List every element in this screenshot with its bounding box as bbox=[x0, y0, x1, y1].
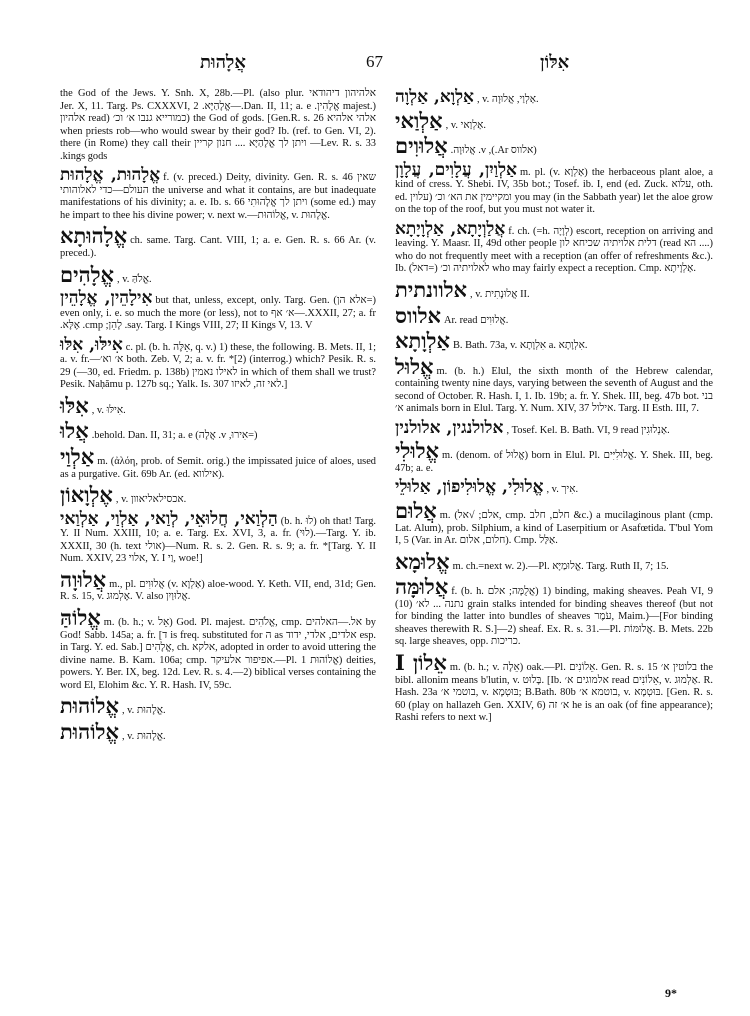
entry-definition: m. (אלם; √אל, cmp. חלם, חלב &c.) a mucilaginous plant (cmp. Lat. Alum), prob. Silphium, a kind of Laserpitium or Asafœtida. T'bul Yom I, 5 (Var. in Ar. חלום, אלום). Cmp. אַלַּל. bbox=[395, 510, 714, 547]
entry-headword: אַלְוַי bbox=[60, 444, 95, 470]
entry-headword: אֶלְוָאוֹן bbox=[60, 482, 113, 508]
entry-headword: אֲלוּם bbox=[395, 498, 437, 524]
dictionary-entry bbox=[395, 220, 713, 276]
entry-definition: m. (b. h.) Elul, the sixth month of the Hebrew calendar, containing twenty nine days, varying between the seventh of August and the second of October. R. Hash. I, 1. Ib. 19b; a. fr. Y. Shek. III, beg. 47b bot. בני א׳ animals born in Elul. Targ. Y. Num. XIV, 37 אילול. Targ. II Esth. III, 7. bbox=[395, 365, 713, 415]
dictionary-entry bbox=[60, 289, 376, 333]
dictionary-entry bbox=[60, 695, 376, 718]
entry-definition: m. (denom. of אֱלוּל) born in Elul. Pl. אֱלוּלִיִּים. Y. Shek. III, beg. 47b; a. e. bbox=[395, 450, 713, 474]
entry-headword: אַלְוַאי bbox=[395, 107, 443, 133]
dictionary-entry bbox=[395, 548, 713, 574]
right-column bbox=[395, 88, 713, 728]
entry-definition: , v. אִירְ. bbox=[546, 484, 579, 496]
dictionary-entry bbox=[60, 446, 376, 481]
dictionary-entry bbox=[395, 478, 713, 497]
dictionary-entry bbox=[395, 649, 713, 725]
entry-headword: אִילָהֵין, אֱלָהֵין bbox=[60, 288, 153, 309]
entry-definition: B. Bath. 73a, v. אִלְוָתָא a. אִלְוָתָא. bbox=[452, 340, 588, 352]
entry-headword: אֱלָהוּת, אֱלָהוּת bbox=[60, 165, 161, 186]
entry-definition: , v. אֲלוּנָתִית II. bbox=[470, 289, 530, 301]
entry-definition: (אלווס Ar.), v. אֲלוּוָה. bbox=[450, 145, 537, 157]
entry-definition: f. (v. preced.) Deity, divinity. Gen. R. s. 46 שאין העולם—כדי לאלוהותי the universe and what it contains, are but inadequate manifestations of his divinity; a. e. Ib. s. 66 ויתן לך אֱלָהוּתִי (some ed.) may he impart to thee his divine power; v. next w.—אֱלוֹהוּת, v. אֱלָהוּת. bbox=[60, 172, 377, 221]
entry-headword: אֱלוֹהוּת bbox=[60, 693, 119, 719]
entry-definition: m. (b. h.; v. אֵל) God. Pl. majest. אֱלֹהִים, cmp. אל.—האלהים by God! Sabb. 145a; a. fr. [ד is freq. substituted for ה as אלדים, אלדי, ידוד esp. in Targ. Y. ed. Sab.] אֱלָהִים, ch. אלקא, adopted in order to avoid uttering the divine name. B. Kam. 106a; cmp. אפיפור אלעיקר.—Pl. אֱלוֹהוּת 1) deities, powers. Y. Ber. IX, beg. 12d. Lev. R. s. 4.—2) biblical verses containing the word El, Elohim &c. Y. R. Hash. IV, 59c. bbox=[60, 616, 377, 691]
entry-headword: אֵלוֹן I bbox=[395, 649, 447, 675]
entry-headword: אִלּוּ bbox=[60, 392, 89, 418]
entry-headword: אֱלָהִים bbox=[60, 261, 114, 287]
dictionary-entry bbox=[395, 330, 713, 353]
entry-headword: אֱלוּלִי, אֱלוּלִיפוֹן, אַלוּלֵי bbox=[395, 477, 544, 498]
entry-headword: אֲלוּוִים bbox=[395, 133, 448, 159]
dictionary-entry bbox=[60, 420, 376, 443]
dictionary-entry bbox=[60, 510, 376, 566]
entry-headword: אֱלוּל bbox=[395, 353, 434, 379]
entry-definition: (b. h. לוּ) oh that! Targ. Y. II Num. XXIII, 10; a. e. Targ. Ex. XVI, 3, a. fr. (לוּי).—Targ. Y. ib. XXXII, 30 (h. text אולי)—Num. R. s. 2. Gen. R. s. 9; a. fr. *[Targ. Y. II Num. XXIV, 23 אלוי, Y. I וַי, woe!] bbox=[60, 515, 377, 565]
entry-definition: , v. אַלְוַאי. bbox=[445, 119, 486, 131]
entry-headword: אֲלוּ bbox=[60, 418, 89, 444]
dictionary-entry bbox=[60, 484, 376, 507]
entry-headword: אִילּוּ, אִלּוּ bbox=[60, 334, 123, 355]
entry-headword: אַלְוַיִן, עֲלָוִים, עֲלָוָן bbox=[395, 159, 517, 180]
entry-definition: m., pl. אֲלוּוִים (v. אַלְוָא) aloe-wood. Y. Keth. VII, end, 31d; Gen. R. s. 15, v. אֶלְמוּג. V. also אֲלוּוַיִן. bbox=[60, 578, 376, 603]
header-catchword-right: אִלּוֹן bbox=[540, 52, 570, 72]
entry-definition: m. (ἀλόη, prob. of Semit. orig.) the impissated juice of aloes, used as a purgative. Git. 69b Ar. (ed. אילווא). bbox=[60, 456, 376, 480]
entry-definition: , v. אֱלָהוּת. bbox=[121, 705, 166, 717]
dictionary-entry bbox=[60, 88, 376, 163]
entry-definition: אלהיהון דיהודאי the God of the Jews. Y. Snh. X, 28b.—Pl. (also plur. majest.) אֱלָהִין. Dan. II, 11; a. e.—אֱלָהַיָּא. Jer. X, 11. Targ. Ps. CXXXVI, 2 אלהי אלהיא the God of gods. [Gen.R. s. 26 (כמורייא גנבו א׳ וכ׳ (read אלהיון when priests rob—who would swear by their god? Ib. (ref. to Gen. VI, 2).—Lev. R. s. 33 ויתן לך אֱלָהַיָּא .... חנון קריין there (in Rome) they call their kings gods. bbox=[60, 88, 376, 162]
entry-definition: , v. אכסילאליאוון. bbox=[115, 494, 187, 506]
dictionary-entry bbox=[60, 718, 376, 744]
entry-headword: אֲלוּמָּה bbox=[395, 574, 449, 600]
dictionary-entry bbox=[395, 161, 713, 217]
entry-definition: , Tosef. Kel. B. Bath. VI, 9 read אַנְלוּגִין. bbox=[506, 424, 670, 436]
entry-definition: c. pl. (b. h. אֵלֶּה, q. v.) 1) these, the following. B. Mets. II, 1; a. v. fr.—א׳ וא׳ both. Zeb. V, 2; a. v. fr. *[2) (interrog.) which? Pesik. R. s. 29 (—30, ed. Friedm. p. 138b) לאילו נאמין in which of them shall we trust? Pesik. Naḥămu p. 127b sq.; Yalk. Is. 307 לאי זה, לאיזו.] bbox=[60, 341, 377, 391]
dictionary-entry bbox=[395, 440, 713, 475]
entry-headword: אֱלָהוּתָא bbox=[60, 223, 128, 249]
entry-headword: אלולנגין, אלולנין bbox=[395, 417, 504, 438]
dictionary-entry bbox=[395, 419, 713, 438]
page-number: 67 bbox=[366, 52, 383, 71]
dictionary-entry bbox=[395, 88, 713, 107]
dictionary-entry bbox=[395, 576, 713, 649]
entry-headword: אַלְוָא, אַלְוָה bbox=[395, 87, 474, 107]
entry-headword: אֱלוֹהוּת bbox=[60, 718, 119, 744]
entry-definition: f. ch. (=h. לְוָיָה) escort, reception on arriving and leaving. Y. Maasr. II, 49d other people דלית אלויתיה שכיחא לון (read הא ....) who do not frequently meet with a reception (an offer of refreshments &c.). Ib. (דאל=) לאלויתיה וכ׳ who may fairly expect a reception. Cmp. אַלְוָיתָא. bbox=[395, 225, 713, 275]
dictionary-entry bbox=[60, 261, 376, 287]
entry-definition: , v. אֱלֹהַּ. bbox=[117, 273, 152, 285]
dictionary-entry bbox=[395, 279, 713, 302]
entry-headword: אֱלוּמָא bbox=[395, 548, 450, 574]
dictionary-entry bbox=[60, 336, 376, 392]
dictionary-entry bbox=[395, 353, 713, 416]
entry-definition: (=אִירוּ, v. אֲלָה) behold. Dan. II, 31; a. e. bbox=[91, 430, 258, 442]
dictionary-entry bbox=[395, 135, 713, 158]
entry-definition: m. ch.=next w. 2).—Pl. אֱלוּמַיָּא. Targ. Ruth II, 7; 15. bbox=[452, 560, 669, 572]
page-header bbox=[0, 52, 750, 76]
entry-headword: הַלְוַאי, חֲלוּאֵי, לְוַאי, אַלְוַי, אַלְוַאי bbox=[60, 508, 278, 529]
entry-definition: Ar. read אֲלוּוִים. bbox=[444, 314, 509, 326]
dictionary-entry bbox=[60, 604, 377, 692]
entry-headword: אֲלַוְיָתָא, אַלְוָיָתָא bbox=[395, 218, 506, 239]
dictionary-entry bbox=[395, 302, 713, 328]
dictionary-entry bbox=[395, 107, 713, 133]
entry-headword: אֲלוּוָה bbox=[60, 566, 107, 592]
entry-definition: ch. same. Targ. Cant. VIII, 1; a. e. Gen. R. s. 66 Ar. (v. preced.). bbox=[60, 235, 376, 260]
entry-headword: אלווס bbox=[395, 302, 441, 328]
entry-definition: m. (b. h.; v. אֵלָה) oak.—Pl. אֵלוֹנִים. Gen. R. s. 15 בלוטין א׳ the bibl. allonim means b'lutin, v. בָּלוּט. [Ib. אלמוגים א׳ read אֵלוֹנִים, v. אַלְמוּג. R. Hash. 23a בוטמי א׳, v. בּוּטְמָא; B.Bath. 80b בוטמא א׳, v. בּוּטְמָא. [Gen. R. s. 60 (play on hallazeh Gen. XXIV, 6) א׳ זה he is an oak (of fine appearance); Rashi refers to next w.] bbox=[395, 661, 713, 724]
dictionary-entry bbox=[60, 566, 376, 604]
entry-definition: m. pl. (v. אַלְוָא) the herbaceous plant aloe, a kind of cress. Y. Shebi. IV, 35b bot.; Tosef. ib. I, end (ed. Zuck. עלוא, oth. ed. עלוין) ומקיימין את הא׳ וכ׳ you may (in the Sabbath year) let the aloe grow on the top of the roof, but you must not water it. bbox=[395, 166, 714, 216]
entry-definition: f. (b. h. אֲלֻמָּה; אלם) 1) binding, making sheaves. Peah VI, 9 (10) נתנה ... לא׳ grain stalks intended for binding sheaves thereof (but not for binding the latter into bundles of sheaves עֹמֶר, Maim.)—[For binding sheaves therewith R. S.]—2) sheaf. Ex. R. s. 31.—Pl. אֲלוּמּוֹת. B. Mets. 22b sq. large sheaves, opp. כריכות. bbox=[395, 586, 713, 648]
dictionary-entry bbox=[60, 392, 376, 418]
left-column bbox=[60, 88, 376, 746]
entry-headword: אֱלוֹהַּ bbox=[60, 604, 101, 630]
dictionary-entry bbox=[60, 166, 376, 222]
dictionary-entry bbox=[395, 500, 713, 548]
header-catchword-left: אֲלָהוּת bbox=[200, 52, 246, 72]
signature-mark: 9* bbox=[665, 986, 677, 1000]
entry-headword: אַלְוָתָא bbox=[395, 328, 450, 354]
entry-definition: , v. אַלְוַי, אֲלוּוָה. bbox=[476, 94, 539, 105]
entry-headword: אלוונתית bbox=[395, 277, 468, 303]
dictionary-entry bbox=[60, 225, 376, 260]
entry-definition: , v. אֱלָהוּת. bbox=[121, 730, 166, 742]
entry-definition: (=אלא הן) but that, unless, except, only. Targ. Gen. XXXII, 27; a. fr.—א׳ אף even only, i. e. so much the more (or less), not to say. Targ. I Kings VIII, 27; II Kings V, 13. V. לָהֵן; cmp. אֶלָּא. bbox=[60, 295, 377, 332]
entry-headword: אֱלוּלִי bbox=[395, 438, 440, 464]
entry-definition: , v. אִילּוּ. bbox=[91, 404, 126, 416]
